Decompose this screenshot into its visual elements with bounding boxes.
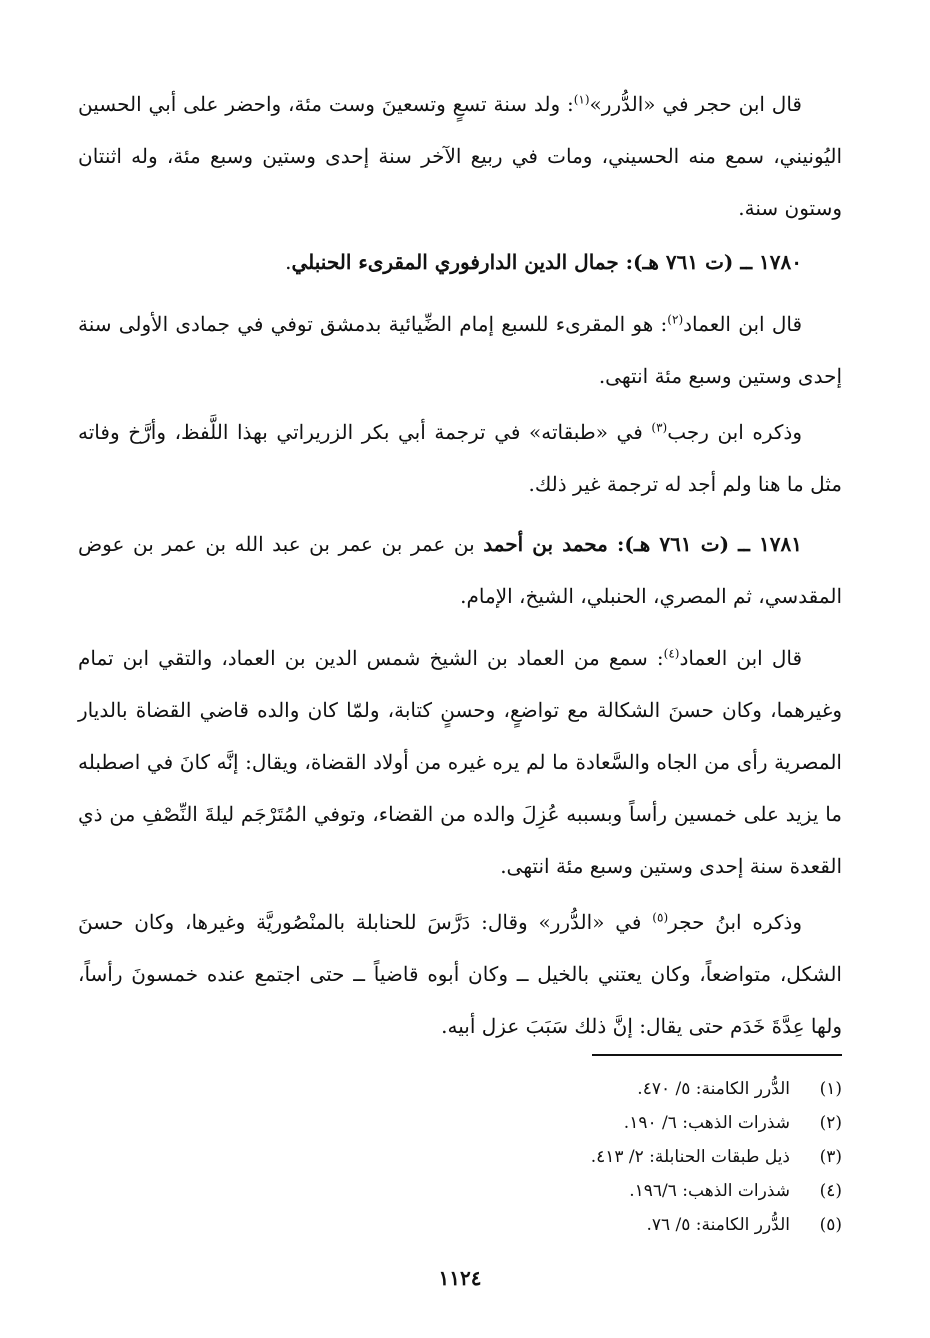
entry-heading: ١٧٨١ ــ (ت ٧٦١ هـ): محمد بن أحمد [483, 532, 802, 556]
entry-heading: ١٧٨٠ ــ (ت ٧٦١ هـ): جمال الدين الدارفوري المقرىء الحنبلي [291, 250, 802, 274]
entry-1781 [78, 518, 842, 622]
footnote-ref: (٣) [651, 420, 668, 435]
footnote-number: (٣) [819, 1147, 842, 1167]
book-page [78, 78, 842, 1318]
footnote-text: شذرات الذهب: ٦/ ١٩٠. [623, 1113, 790, 1133]
footnote-ref: (١) [573, 92, 590, 107]
footnote-text: الدُّرر الكامنة: ٥/ ٧٦. [646, 1215, 790, 1235]
text-run: في «طبقاته» في ترجمة أبي بكر الزريراتي بهذا اللَّفظ، وأرَّخ وفاته مثل ما هنا ولم أجد له ترجمة غير ذلك. [78, 420, 842, 496]
text-run: قال ابن حجر في «الدُّرر» [589, 92, 802, 116]
footnote-number: (٥) [819, 1215, 842, 1235]
paragraph-ibn-al-imad-1 [78, 298, 842, 402]
footnote-item [78, 1208, 842, 1242]
footnote-number: (١) [819, 1079, 842, 1099]
paragraph-ibn-hajar-1 [78, 78, 842, 234]
text-run: . [285, 250, 292, 274]
footnote-number: (٢) [819, 1113, 842, 1133]
text-run: وذكره ابن رجب [667, 420, 802, 444]
footnote-item [78, 1106, 842, 1140]
text-run: في «الدُّرر» وقال: دَرَّسَ للحنابلة بالمنْصُوريَّة وغيرها، وكان حسنَ الشكل، متواضعاً، وكان يعتني بالخيل ــ وكان أبوه قاضياً ــ حتى اجتمع عنده خمسونَ رأساً، ولها عِدَّةَ خَدَم حتى يقال: إنَّ ذلك سَبَبَ عزل أبيه. [78, 910, 842, 1038]
footnote-ref: (٤) [663, 646, 680, 661]
text-run: : سمع من العماد بن الشيخ شمس الدين بن العماد، والتقي ابن تمام وغيرهما، وكان حسنَ الشكالة مع تواضعٍ، وحسنٍ كتابة، ولمّا كان والده قاضي القضاة بالديار المصرية رأى من الجاه والسَّعادة ما لم يره غيره من أولاد القضاة، ويقال: إنَّه كانَ في اصطبله ما يزيد على خمسين رأساً وبسببه عُزِلَ والده من القضاء، وتوفي المُتَرْجَم ليلةَ النِّصْفِ من ذي القعدة سنة إحدى وستين وسبع مئة انتهى. [78, 646, 842, 878]
text-run: : ولد سنة تسعٍ وتسعينَ وست مئة، واحضر على أبي الحسين اليُونيني، سمع منه الحسيني، ومات في ربيع الآخر سنة إحدى وستين وسبع مئة، وله اثنتان وستون سنة. [78, 92, 842, 220]
main-text [78, 78, 842, 1060]
paragraph-ibn-hajar-2 [78, 896, 842, 1052]
footnote-text: ذيل طبقات الحنابلة: ٢/ ٤١٣. [590, 1147, 790, 1167]
text-run: بن عمر بن عمر بن عبد الله بن عمر بن عوض المقدسي، ثم المصري، الحنبلي، الشيخ، الإمام. [78, 532, 842, 608]
footnote-item [78, 1174, 842, 1208]
text-run: وذكره ابنُ حجر [668, 910, 802, 934]
footnote-ref: (٥) [652, 910, 669, 925]
entry-1780 [78, 236, 842, 288]
text-run: قال ابن العماد [679, 646, 803, 670]
footnote-item [78, 1140, 842, 1174]
page-number: ١١٢٤ [438, 1266, 482, 1290]
text-run: قال ابن العماد [683, 312, 803, 336]
footnote-ref: (٢) [667, 312, 684, 327]
footnote-text: شذرات الذهب: ١٩٦/٦. [629, 1181, 790, 1201]
footnote-text: الدُّرر الكامنة: ٥/ ٤٧٠. [637, 1079, 790, 1099]
text-run: : هو المقرىء للسبع إمام الضِّيائية بدمشق توفي في جمادى الأولى سنة إحدى وستين وسبع مئة انتهى. [78, 312, 842, 388]
paragraph-ibn-rajab [78, 406, 842, 510]
footnote-number: (٤) [819, 1181, 842, 1201]
paragraph-ibn-al-imad-2 [78, 632, 842, 892]
footnote-item [78, 1072, 842, 1106]
footnote-divider [592, 1054, 842, 1056]
footnotes-list [78, 1072, 842, 1242]
